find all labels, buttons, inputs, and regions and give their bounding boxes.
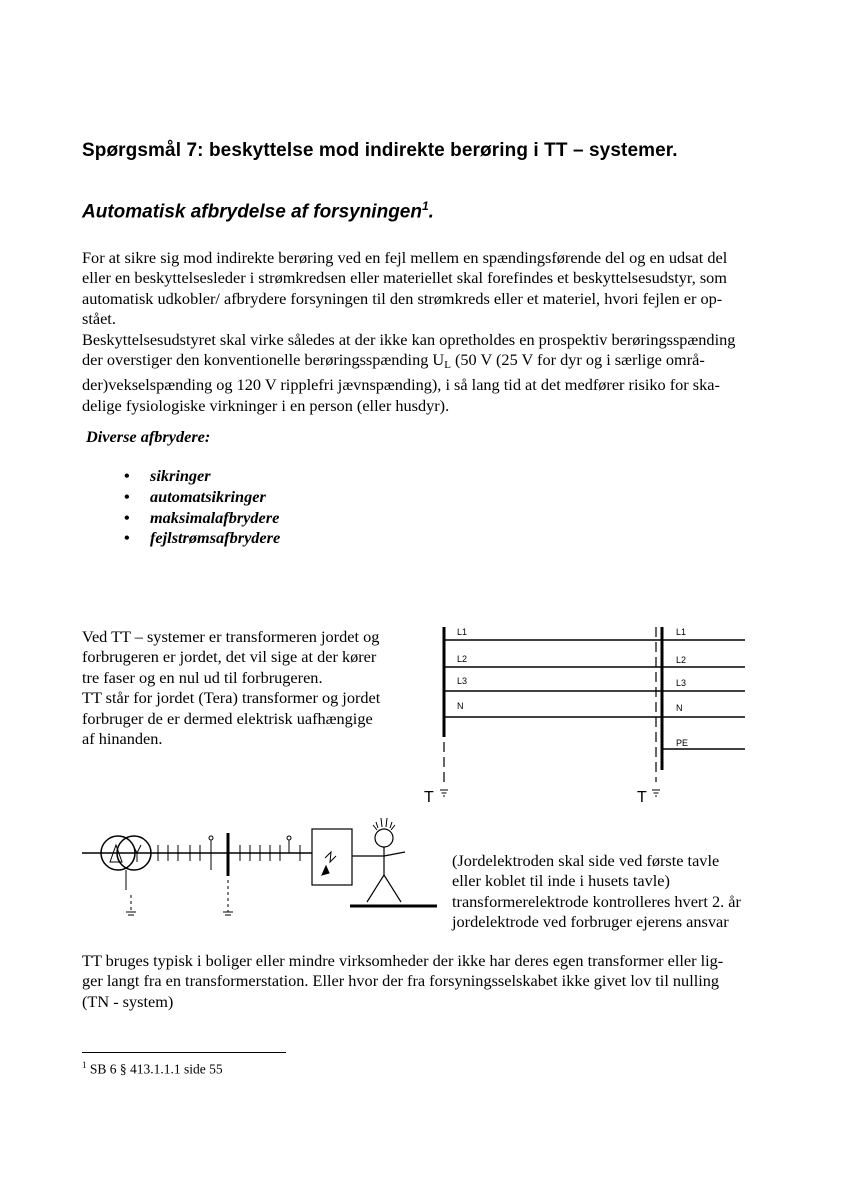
conductor-label-n-left: N — [457, 701, 464, 711]
earth-label-right: T — [637, 789, 647, 806]
conductor-label-l2-left: L2 — [457, 654, 468, 664]
section-heading: Automatisk afbrydelse af forsyningen$^1$. — [82, 199, 434, 223]
requirement-line: der)vekselspænding og 120 V ripplefri jævnspænding), i så lang tid at det medfører risiko for ska- — [82, 375, 720, 395]
conductor-label-n-right: N — [676, 703, 683, 713]
footnote-reference[interactable]: 1 — [421, 199, 429, 213]
person-icon — [352, 818, 405, 902]
conductor-label-l3-right: L3 — [676, 678, 687, 688]
conductor-label-l1-left: L1 — [457, 627, 468, 637]
footnote-divider — [82, 1052, 286, 1053]
list-item: • maksimalafbrydere — [124, 507, 280, 527]
breakers-title: Diverse afbrydere: — [86, 427, 211, 446]
conductor-label-l3-left: L3 — [457, 676, 468, 686]
conductor-diagram — [440, 627, 745, 796]
intro-paragraph: For at sikre sig mod indirekte berøring ved en fejl mellem en spændingsførende del og en udsat del eller en beskyttelsesleder i strømkredsen eller materiellet skal forefindes et beskyttelsesudstyr, som automatisk udkobler/ afbrydere forsyningen til den strømkreds eller et materiel, hvori fejlen er op- stået. Beskyttelsesudstyret skal virke således at der ikke kan opretholdes en prospektiv berøringsspænding der overstiger den konventionelle berøringsspænding $U_L$ (50 V (25 V for dyr og i særlige områ- der)vekselspænding og 120 V ripplefri jævnspænding), i så lang tid at det medfører risiko for ska- delige fysiologiske virkninger i en person (eller husdyr). — [82, 248, 772, 416]
list-item: • automatsikringer — [124, 486, 266, 506]
earthing-note: (Jordelektroden skal side ved første tavle eller koblet til inde i husets tavle) transformerelektrode kontrolleres hvert 2. år jordelektrode ved forbruger ejerens ansvar — [452, 851, 741, 932]
requirement-line: delige fysiologiske virkninger i en person (eller husdyr). — [82, 395, 450, 415]
single-line-schematic — [82, 818, 437, 915]
list-item: • sikringer — [124, 466, 211, 485]
page-title: Spørgsmål 7: beskyttelse mod indirekte berøring i TT – systemer. — [82, 140, 678, 161]
footnote: $^1$ SB 6 § 413.1.1.1 side 55 — [82, 1060, 223, 1077]
requirement-line: der overstiger den konventionelle berøringsspænding $U_L$ (50 V (25 V for dyr og i særlige områ- — [82, 350, 705, 372]
requirement-line: Beskyttelsesudstyret skal virke således at der ikke kan opretholdes en prospektiv berøringsspænding — [82, 329, 736, 349]
conductor-label-l1-right: L1 — [676, 627, 687, 637]
conductor-label-pe-right: PE — [676, 738, 689, 748]
list-item: • fejlstrømsafbrydere — [124, 528, 281, 548]
usage-paragraph: TT bruges typisk i boliger eller mindre virksomheder der ikke har deres egen transformer eller lig- ger langt fra en transformerstation. Eller hvor der fra forsyningsselskabet ikke givet lov til nulling (TN - system) — [82, 951, 724, 1011]
conductor-label-l2-right: L2 — [676, 655, 687, 665]
earth-label-left: T — [424, 789, 434, 806]
tt-description: Ved TT – systemer er transformeren jordet og forbrugeren er jordet, det vil sige at der kører tre faser og en nul ud til forbrugeren. TT står for jordet (Tera) transformer og jordet forbruger de er dermed elektrisk uafhængige af hinanden. — [82, 627, 381, 749]
